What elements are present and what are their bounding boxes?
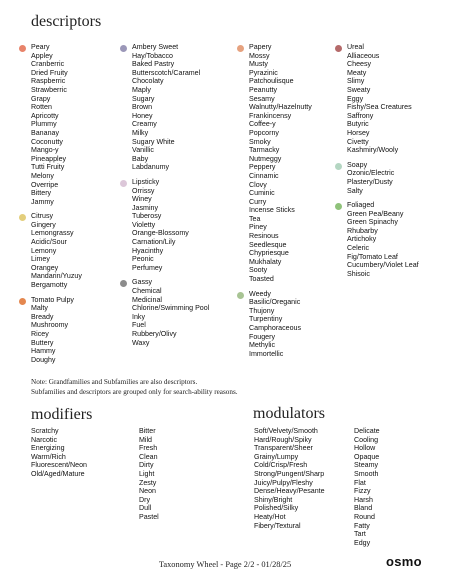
descriptor-group-floral — [132, 178, 209, 273]
descriptor-item: Resinous — [249, 232, 279, 241]
descriptor-item: Baked Pastry — [132, 60, 175, 69]
descriptor-item: Green Spinachy — [347, 218, 398, 227]
descriptor-group-woody — [249, 43, 312, 284]
descriptor-item: Sugary White — [132, 137, 175, 146]
modifier-item: Energizing — [31, 444, 65, 453]
descriptors-heading: descriptors — [31, 13, 102, 30]
modulator-item: Fizzy — [354, 487, 371, 496]
descriptor-item: Creamy — [132, 120, 157, 129]
group-color-dot — [335, 45, 342, 52]
modifier-item: Narcotic — [31, 435, 58, 444]
modulator-item: Steamy — [354, 461, 379, 470]
descriptor-item: Incense Sticks — [249, 206, 295, 215]
descriptor-item: Nutmeggy — [249, 154, 282, 163]
descriptor-item: Hay/Tobacco — [132, 51, 174, 60]
note — [31, 378, 238, 397]
descriptor-item: Buttery — [31, 338, 54, 347]
descriptor-item: Peppery — [249, 163, 276, 172]
descriptor-item: Gingery — [31, 220, 56, 229]
descriptor-item: Walnutty/Hazelnutty — [249, 103, 312, 112]
modulators-column-2 — [354, 427, 380, 547]
descriptor-item: Saffrony — [347, 111, 374, 120]
descriptor-group-chemical — [132, 278, 209, 347]
descriptor-item: Jammy — [31, 197, 54, 206]
descriptor-item: Piney — [249, 223, 267, 232]
descriptor-item: Basilic/Oreganic — [249, 298, 301, 307]
modulator-item: Cooling — [354, 435, 379, 444]
group-color-dot — [335, 163, 342, 170]
footer-text: Taxonomy Wheel - Page 2/2 - 01/28/25 — [158, 560, 292, 569]
descriptor-item: Plummy — [31, 120, 57, 129]
descriptor-item: Meaty — [347, 68, 367, 77]
descriptor-item: Medicinal — [132, 295, 162, 304]
descriptor-item: Grapy — [31, 94, 51, 103]
descriptor-item: Orangey — [31, 263, 59, 272]
modifier-item: Dirty — [139, 461, 154, 470]
descriptor-item: Inky — [132, 312, 146, 321]
descriptor-item: Peanutty — [249, 85, 278, 94]
descriptor-item: Alliaceous — [347, 51, 380, 60]
descriptor-item: Acidic/Sour — [31, 238, 67, 247]
descriptor-item: Rotten — [31, 103, 52, 112]
descriptor-item: Tea — [249, 214, 261, 223]
descriptor-item: Cinnamic — [249, 171, 279, 180]
descriptor-item: Mango-y — [31, 146, 59, 155]
descriptor-item: Maply — [132, 85, 151, 94]
modulator-item: Soft/Velvety/Smooth — [254, 427, 318, 435]
descriptor-item: Vanillic — [132, 146, 154, 155]
modulator-item: Harsh — [354, 495, 373, 504]
group-color-dot — [19, 45, 26, 52]
descriptor-item: Bergamotty — [31, 281, 68, 290]
modifiers-column-2 — [139, 427, 159, 522]
descriptor-item: Ricey — [31, 330, 49, 338]
descriptor-item: Tarmacky — [249, 146, 280, 155]
modulator-item: Dense/Heavy/Pesante — [254, 487, 325, 496]
descriptor-column-2 — [132, 43, 209, 353]
descriptor-column-4 — [347, 43, 419, 284]
modulator-item: Hollow — [354, 444, 376, 453]
descriptor-item: Orange-Blossomy — [132, 229, 189, 238]
modifiers-column-1 — [31, 427, 87, 479]
modulators-heading: modulators — [253, 405, 325, 422]
modifier-item: Old/Aged/Mature — [31, 469, 85, 478]
descriptor-group-savory — [31, 296, 82, 365]
descriptor-item: Limey — [31, 255, 50, 264]
descriptor-item: Seedlesque — [249, 240, 287, 249]
descriptor-item: Tutti Fruity — [31, 163, 65, 172]
descriptor-item: Butyric — [347, 120, 369, 129]
note-line-2: Subfamilies and descriptors are grouped only for search-ability reasons. — [31, 387, 238, 396]
descriptor-item: Honey — [132, 111, 153, 120]
descriptor-item: Coffee-y — [249, 120, 276, 129]
descriptor-item: Toasted — [249, 275, 274, 284]
modulator-item: Juicy/Pulpy/Fleshy — [254, 478, 313, 487]
modifier-item: Zesty — [139, 478, 157, 487]
descriptor-item: Soapy — [347, 160, 368, 169]
group-color-dot — [335, 203, 342, 210]
modulator-item: Edgy — [354, 538, 371, 547]
modulator-item: Flat — [354, 478, 366, 487]
descriptor-item: Dried Fruity — [31, 68, 68, 77]
descriptor-group-herbal — [249, 290, 312, 359]
descriptor-item: Mandarin/Yuzuy — [31, 272, 82, 281]
descriptor-item: Sooty — [249, 266, 268, 275]
descriptor-item: Salty — [347, 186, 363, 195]
group-color-dot — [120, 45, 127, 52]
descriptor-item: Pineappley — [31, 154, 67, 163]
descriptor-item: Brown — [132, 103, 153, 112]
descriptor-item: Rhubarby — [347, 226, 378, 235]
modifier-item: Fluorescent/Neon — [31, 461, 87, 470]
descriptor-item: Doughy — [31, 355, 56, 364]
modulator-item: Bland — [354, 504, 373, 513]
modifier-item: Warm/Rich — [31, 452, 66, 461]
descriptor-item: Fishy/Sea Creatures — [347, 103, 412, 112]
descriptor-item: Chlorine/Swimming Pool — [132, 304, 210, 313]
descriptor-item: Pyrazinic — [249, 68, 278, 77]
osmo-logo: osmo — [386, 554, 422, 569]
descriptor-item: Frankincensy — [249, 111, 292, 120]
descriptor-item: Winey — [132, 195, 152, 204]
descriptor-item: Eggy — [347, 94, 364, 103]
descriptor-item: Popcorny — [249, 128, 279, 137]
descriptor-item: Patchoulisque — [249, 77, 294, 86]
descriptor-column-1 — [31, 43, 82, 370]
descriptor-item: Cheesy — [347, 60, 372, 69]
descriptor-item: Bready — [31, 312, 54, 321]
descriptor-item: Shisoic — [347, 269, 370, 278]
descriptor-item: Baby — [132, 154, 149, 163]
modulator-item: Round — [354, 512, 375, 521]
modulator-item: Transparent/Sheer — [254, 444, 313, 453]
modulator-item: Polished/Silky — [254, 504, 299, 513]
group-color-dot — [237, 292, 244, 299]
descriptor-item: Turpentiny — [249, 315, 283, 324]
descriptor-item: Thujony — [249, 306, 275, 315]
modulator-item: Fibery/Textural — [254, 521, 301, 530]
group-color-dot — [19, 298, 26, 305]
descriptor-item: Mukhalaty — [249, 257, 282, 266]
descriptor-group-clean — [347, 161, 419, 195]
descriptor-item: Jasminy — [132, 203, 159, 212]
group-color-dot — [19, 214, 26, 221]
modulator-item: Cold/Crisp/Fresh — [254, 461, 308, 470]
descriptor-item: Rubbery/Olivy — [132, 330, 177, 338]
descriptor-item: Hyacinthy — [132, 246, 164, 255]
descriptor-item: Plastery/Dusty — [347, 177, 393, 186]
modifier-item: Light — [139, 469, 155, 478]
descriptor-item: Hammy — [31, 347, 56, 356]
descriptor-item: Kashmiry/Wooly — [347, 146, 399, 155]
descriptor-item: Clovy — [249, 180, 267, 189]
descriptor-item: Celeric — [347, 244, 370, 253]
descriptor-item: Lemony — [31, 246, 57, 255]
modifier-item: Dull — [139, 504, 152, 513]
descriptor-item: Milky — [132, 128, 149, 137]
descriptor-item: Chocolaty — [132, 77, 164, 86]
descriptor-item: Melony — [31, 171, 54, 180]
note-line-1: Note: Grandfamilies and Subfamilies are also descriptors. — [31, 378, 198, 386]
modifier-item: Dry — [139, 495, 151, 504]
modulator-item: Fatty — [354, 521, 370, 530]
descriptor-item: Bananay — [31, 128, 60, 137]
descriptor-item: Immortellic — [249, 349, 284, 358]
descriptor-item: Musty — [249, 60, 268, 69]
modulator-item: Hard/Rough/Spiky — [254, 435, 312, 444]
descriptor-item: Perfumey — [132, 263, 163, 272]
descriptor-item: Orrissy — [132, 186, 155, 195]
descriptor-item: Butterscotch/Caramel — [132, 68, 201, 77]
descriptor-item: Cucumbery/Violet Leaf — [347, 261, 419, 270]
descriptor-item: Weedy — [249, 289, 271, 298]
descriptor-item: Foliaged — [347, 201, 375, 210]
descriptor-column-3 — [249, 43, 312, 364]
descriptor-item: Sesamy — [249, 94, 275, 103]
modulators-column-1 — [254, 427, 325, 530]
modifier-item: Neon — [139, 487, 156, 496]
descriptor-item: Fig/Tomato Leaf — [347, 252, 398, 261]
descriptor-item: Chypriesque — [249, 249, 289, 258]
descriptor-item: Carnation/Lily — [132, 238, 176, 247]
descriptor-item: Tomato Pulpy — [31, 295, 74, 304]
descriptor-group-sweet — [132, 43, 209, 172]
descriptor-item: Camphoraceous — [249, 324, 302, 332]
descriptor-item: Chemical — [132, 287, 162, 296]
descriptor-item: Mushroomy — [31, 321, 69, 330]
descriptor-item: Horsey — [347, 128, 370, 137]
modifier-item: Scratchy — [31, 427, 59, 435]
modulator-item: Heaty/Hot — [254, 512, 286, 521]
modifier-item: Mild — [139, 435, 153, 444]
descriptor-item: Raspberric — [31, 77, 66, 86]
descriptor-group-green — [347, 201, 419, 278]
descriptor-group-fruity — [31, 43, 82, 206]
modifier-item: Bitter — [139, 427, 156, 435]
descriptor-item: Labdanumy — [132, 163, 170, 172]
modulator-item: Shiny/Bright — [254, 495, 293, 504]
descriptor-item: Overripe — [31, 180, 59, 189]
descriptor-item: Ozonic/Electric — [347, 169, 395, 178]
descriptor-item: Curry — [249, 197, 267, 206]
descriptor-item: Gassy — [132, 278, 153, 287]
descriptor-item: Civetty — [347, 137, 369, 146]
modulator-item: Opaque — [354, 452, 380, 461]
descriptor-item: Cranberric — [31, 60, 65, 69]
descriptor-item: Violetty — [132, 220, 156, 229]
descriptor-item: Bittery — [31, 189, 52, 198]
group-color-dot — [120, 280, 127, 287]
descriptor-item: Peonic — [132, 255, 154, 264]
group-color-dot — [237, 45, 244, 52]
descriptor-item: Mossy — [249, 51, 270, 60]
descriptor-item: Apricotty — [31, 111, 59, 120]
modifier-item: Pastel — [139, 512, 159, 521]
descriptor-item: Tuberosy — [132, 212, 162, 221]
modulator-item: Strong/Pungent/Sharp — [254, 469, 325, 478]
descriptor-item: Papery — [249, 43, 272, 51]
descriptor-item: Smoky — [249, 137, 271, 146]
descriptor-item: Peary — [31, 43, 50, 51]
descriptor-item: Coconutty — [31, 137, 63, 146]
descriptor-item: Ambery Sweet — [132, 43, 179, 51]
modifiers-heading: modifiers — [31, 406, 93, 423]
group-color-dot — [120, 180, 127, 187]
descriptor-item: Appley — [31, 51, 53, 60]
modulator-item: Smooth — [354, 469, 379, 478]
descriptor-item: Cuminic — [249, 189, 275, 198]
descriptor-item: Fougery — [249, 332, 276, 341]
descriptor-item: Lipsticky — [132, 177, 160, 186]
descriptor-group-animalic — [347, 43, 419, 155]
descriptor-item: Slimy — [347, 77, 365, 86]
descriptor-item: Methylic — [249, 341, 276, 350]
descriptor-item: Malty — [31, 304, 48, 313]
descriptor-item: Waxy — [132, 338, 150, 347]
descriptor-item: Sugary — [132, 94, 155, 103]
descriptor-item: Lemongrassy — [31, 229, 74, 238]
modulator-item: Tart — [354, 530, 366, 539]
modulator-item: Delicate — [354, 427, 380, 435]
descriptor-group-citrus — [31, 212, 82, 289]
descriptor-item: Strawberric — [31, 85, 67, 94]
descriptor-item: Citrusy — [31, 212, 54, 221]
descriptor-item: Ureal — [347, 43, 364, 51]
descriptor-item: Sweaty — [347, 85, 371, 94]
modulator-item: Grainy/Lumpy — [254, 452, 299, 461]
descriptor-item: Fuel — [132, 321, 146, 330]
descriptor-item: Artichoky — [347, 235, 377, 244]
modifier-item: Clean — [139, 452, 158, 461]
descriptor-item: Green Pea/Beany — [347, 209, 404, 218]
modifier-item: Fresh — [139, 444, 158, 453]
